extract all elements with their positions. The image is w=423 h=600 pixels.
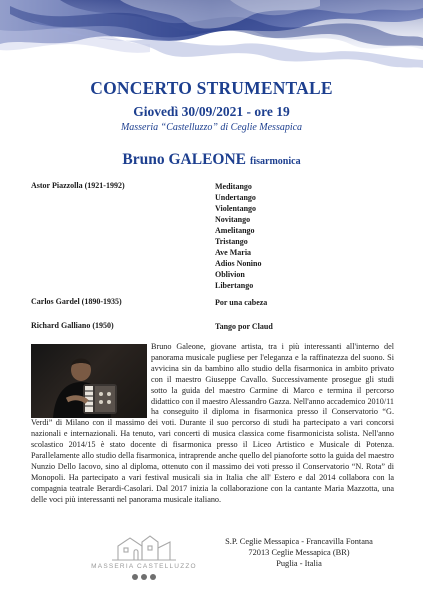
watercolor-header-art xyxy=(0,0,423,72)
photo-spacer xyxy=(31,342,151,418)
work-title: Undertango xyxy=(215,193,256,202)
composer: Richard Galliano (1950) xyxy=(31,321,114,330)
composer: Astor Piazzolla (1921-1992) xyxy=(31,181,125,190)
concert-title: CONCERTO STRUMENTALE xyxy=(90,78,333,98)
performer-biography xyxy=(31,342,394,506)
performer-instrument: fisarmonica xyxy=(250,156,301,167)
performer-heading xyxy=(0,151,423,169)
venue-address xyxy=(214,536,384,570)
work-title: Meditango xyxy=(215,182,252,191)
biography-text: Bruno Galeone, giovane artista, tra i più interessanti all'interno del panorama musicale pugliese per l'eleganza e la raffinatezza del suono. Si avvicina sin da bambino allo studio della fisarmonica in ambito privato con il maestro Giuseppe Cavallo. Successivamente prosegue gli studi sotto la guida del maestro Carmine di Marco e termina il percorso didattico con il maestro Alessandro Gazza. Nell'anno accademico 2010/11 ha conseguito il diploma in fisarmonica presso il Conservatorio “G. Verdi” di Milano con il massimo dei voti. Durante il suo percorso di studi ha partecipato a vari concorsi nazionali e internazionali. Ha tenuto, vari concerti di musica classica come fisarmonicista solista. Nell'anno scolastico 2014/15 è stato docente di fisarmonica presso il Liceo Artistico e Musicale di Potenza. Parallelamente allo studio della fisarmonica, intraprende anche quello del pianoforte sotto la guida del maestro Nunzio Dello Iacovo, sino al diploma, ottenuto con il massimo dei voti presso il Conservatorio “N. Rota” di Monopoli. Ha partecipato a vari festival musicali sia in Italia che all' Estero e dal 2014 collabora con la compagnia teatrale Berardi-Casolari. Dal 2017 inizia la collaborazione con la cantante Maria Mazzotta, una delle voci più interessanti nel panorama musicale italiano. xyxy=(31,342,394,504)
address-line: 72013 Ceglie Messapica (BR) xyxy=(248,548,350,558)
work-title: Oblivion xyxy=(215,270,245,279)
address-line: Puglia - Italia xyxy=(276,559,322,569)
social-icons xyxy=(127,573,161,581)
concert-venue: Masseria “Castelluzzo” di Ceglie Messapica xyxy=(120,122,303,133)
work-title: Adios Nonino xyxy=(215,259,262,268)
work-title: Tango por Claud xyxy=(215,322,273,331)
work-list xyxy=(215,181,261,291)
address-line: S.P. Ceglie Messapica - Francavilla Fontana xyxy=(225,537,373,546)
logo-text: MASSERIA CASTELLUZZO xyxy=(91,563,197,570)
work-title: Tristango xyxy=(215,237,248,246)
work-title: Amelitango xyxy=(215,226,255,235)
performer-name: Bruno GALEONE xyxy=(122,151,247,168)
work-title: Novitango xyxy=(215,215,251,224)
work-list xyxy=(215,321,273,332)
work-title: Ave Maria xyxy=(215,248,252,257)
work-list xyxy=(215,297,267,308)
composer: Carlos Gardel (1890-1935) xyxy=(31,297,122,306)
work-title: Violentango xyxy=(215,204,257,213)
work-title: Libertango xyxy=(215,281,254,290)
concert-date: Giovedì 30/09/2021 - ore 19 xyxy=(133,104,290,119)
work-title: Por una cabeza xyxy=(215,298,268,307)
